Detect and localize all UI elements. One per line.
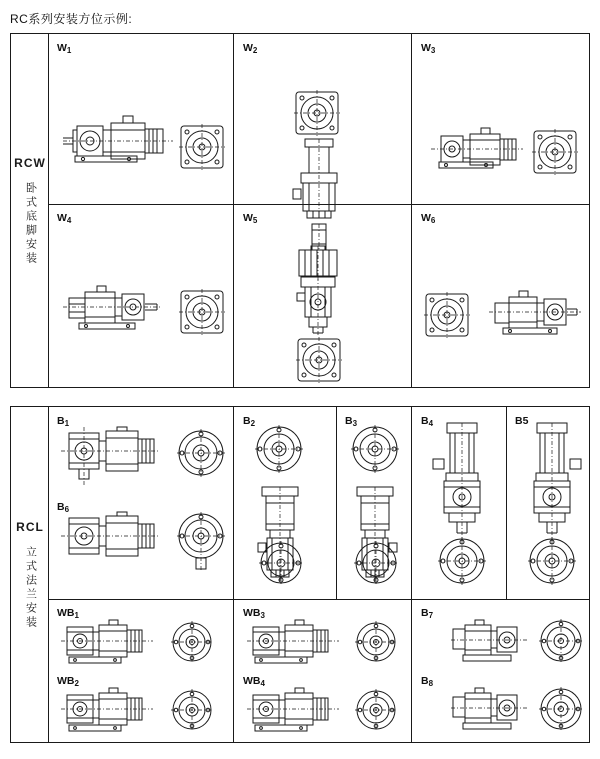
cell-tag-w1: $W_1$: [57, 42, 72, 55]
divider: [411, 407, 412, 742]
figure-wb2-side-view: [61, 687, 153, 737]
divider: [233, 34, 234, 387]
figure-b7-side-view: [451, 619, 529, 669]
cell-tag-b2: $B_2$: [243, 415, 256, 428]
figure-wb2-flange-view: [171, 689, 213, 731]
cell-tag-w5: $W_5$: [243, 212, 258, 225]
figure-wb1-side-view: [61, 619, 153, 669]
cell-tag-w2: $W_2$: [243, 42, 258, 55]
figure-wb4-flange-view: [355, 689, 397, 731]
figure-w3-side-view: [431, 126, 523, 182]
cell-tag-b4: $B_4$: [421, 415, 434, 428]
figure-wb4-side-view: [247, 687, 339, 737]
figure-b5-side-view: [523, 423, 581, 545]
section-rcw: [10, 33, 590, 388]
divider: [411, 34, 412, 387]
divider: [48, 34, 49, 387]
figure-w4-side-view: [63, 284, 161, 340]
cell-tag-wb1: $WB_1$: [57, 607, 79, 620]
figure-w2-end-view: [294, 90, 340, 136]
figure-w1-side-view: [63, 114, 173, 180]
cell-tag-b5: B5: [515, 415, 529, 427]
figure-w1-end-view: [179, 124, 225, 170]
rcw-cn-label: 卧式底脚安装: [24, 181, 37, 266]
cell-tag-w4: $W_4$: [57, 212, 72, 225]
figure-b4-side-view: [433, 423, 491, 545]
cell-tag-b8: $B_8$: [421, 675, 434, 688]
cell-tag-b7: $B_7$: [421, 607, 434, 620]
divider: [48, 599, 589, 600]
divider: [48, 407, 49, 742]
figure-b7-flange-view: [539, 619, 583, 663]
figure-wb3-flange-view: [355, 621, 397, 663]
figure-b8-side-view: [451, 687, 529, 737]
divider: [233, 407, 234, 742]
figure-b8-flange-view: [539, 687, 583, 731]
figure-wb1-flange-view: [171, 621, 213, 663]
figure-w3-end-view: [532, 129, 578, 175]
figure-w5-motor-view: [295, 246, 341, 280]
rcw-label-column: [11, 34, 49, 387]
rcl-cn-label: 立式法兰安装: [24, 545, 37, 630]
divider: [336, 407, 337, 599]
figure-b4-flange-view: [438, 537, 486, 585]
cell-tag-wb2: $WB_2$: [57, 675, 79, 688]
figure-wb3-side-view: [247, 619, 339, 669]
cell-tag-b6: $B_6$: [57, 501, 70, 514]
figure-b2-bottom-flange-view: [259, 541, 303, 585]
cell-tag-wb3: $WB_3$: [243, 607, 265, 620]
figure-w6-end-view: [424, 292, 470, 338]
figure-b1-side-view: [61, 427, 159, 485]
figure-w4-end-view: [179, 289, 225, 335]
rcl-label-column: [11, 407, 49, 742]
figure-b6-side-view: [61, 512, 159, 570]
rcw-code-label: RCW: [14, 155, 46, 170]
figure-w5-end-view: [296, 337, 342, 383]
rcl-code-label: RCL: [16, 519, 44, 534]
figure-b5-flange-view: [528, 537, 576, 585]
figure-w2-side-view: [289, 139, 349, 219]
figure-b1-flange-view: [177, 429, 225, 477]
figure-w6-side-view: [489, 289, 581, 341]
cell-tag-w3: $W_3$: [421, 42, 436, 55]
figure-b2-flange-view: [255, 425, 303, 473]
divider: [506, 407, 507, 599]
cell-tag-wb4: $WB_4$: [243, 675, 265, 688]
figure-b6-flange-view: [177, 512, 225, 570]
figure-w5-side-view: [297, 277, 339, 335]
cell-tag-w6: $W_6$: [421, 212, 436, 225]
page-title: RC系列安装方位示例:: [10, 12, 133, 26]
section-rcl: [10, 406, 590, 743]
cell-tag-b3: $B_3$: [345, 415, 358, 428]
figure-b3-flange-view: [351, 425, 399, 473]
figure-b3-bottom-flange-view: [354, 541, 398, 585]
cell-tag-b1: $B_1$: [57, 415, 70, 428]
